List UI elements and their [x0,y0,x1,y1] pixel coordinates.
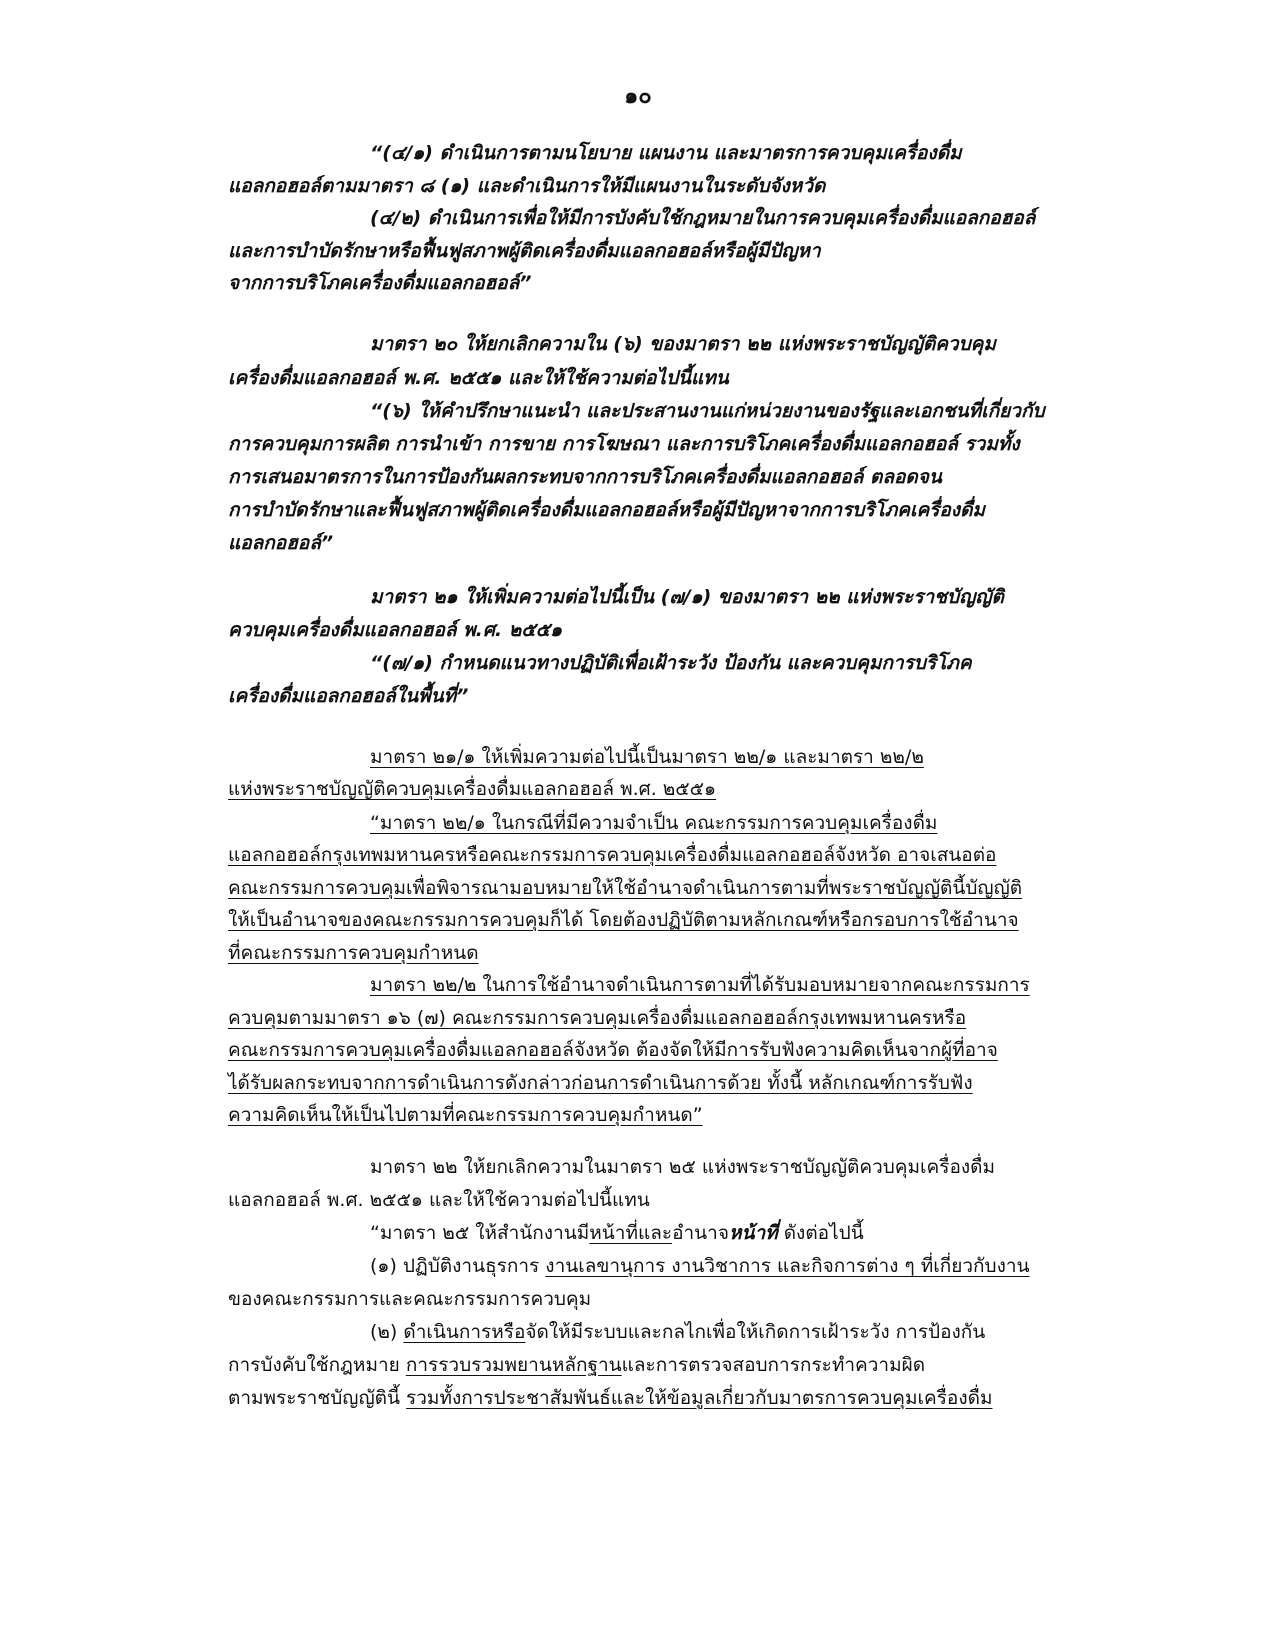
text-line: “(๖) ให้คำปรึกษาแนะนำ และประสานงานแก่หน่วยงานของรัฐและเอกชนที่เกี่ยวกับ [370,400,1045,422]
text-line: คณะกรรมการควบคุมเครื่องดื่มแอลกอฮอล์จังหวัด ต้องจัดให้มีการรับฟังความคิดเห็นจากผู้ที่อาจ [228,1039,998,1061]
text-line: ของคณะกรรมการและคณะกรรมการควบคุม [228,1288,592,1310]
section-heading: มาตรา ๒๑ ให้เพิ่มความต่อไปนี้เป็น (๗/๑) ของมาตรา ๒๒ แห่งพระราชบัญญัติ [370,586,1004,608]
text-line: การควบคุมการผลิต การนำเข้า การขาย การโฆษณา และการบริโภคเครื่องดื่มแอลกอฮอล์ รวมทั้ง [228,433,1020,455]
text-line: ให้เป็นอำนาจของคณะกรรมการควบคุมก็ได้ โดยต้องปฏิบัติตามหลักเกณฑ์หรือกรอบการใช้อำนาจ [228,909,1019,931]
text-line: “(๔/๑) ดำเนินการตามนโยบาย แผนงาน และมาตรการควบคุมเครื่องดื่ม [370,142,962,164]
text-line [370,1319,985,1345]
text-line: ควบคุมเครื่องดื่มแอลกอฮอล์ พ.ศ. ๒๕๕๑ [228,619,563,641]
text-run: และการตรวจสอบการกระทำความผิด [621,1354,926,1376]
text-line: ควบคุมตามมาตรา ๑๖ (๗) คณะกรรมการควบคุมเครื่องดื่มแอลกอฮอล์กรุงเทพมหานครหรือ [228,1007,967,1029]
underlined-text: งานเลขานุการ งานวิชาการ และกิจการต่าง ๆ ที่เกี่ยวกับงาน [545,1255,1030,1277]
text-line [228,1352,925,1378]
text-line: “มาตรา ๒๒/๑ ในกรณีที่มีความจำเป็น คณะกรรมการควบคุมเครื่องดื่ม [370,812,938,834]
text-line [370,1220,864,1246]
text-line: แอลกอฮอล์กรุงเทพมหานครหรือคณะกรรมการควบคุมเครื่องดื่มแอลกอฮอล์จังหวัด อาจเสนอต่อ [228,844,997,866]
text-run: ดังต่อไปนี้ [777,1222,864,1244]
section-heading: มาตรา ๒๑/๑ ให้เพิ่มความต่อไปนี้เป็นมาตรา ๒๒/๑ และมาตรา ๒๒/๒ [370,746,924,768]
text-line: แอลกอฮอล์ตามมาตรา ๘ (๑) และดำเนินการให้มีแผนงานในระดับจังหวัด [228,175,826,197]
text-line: เครื่องดื่มแอลกอฮอล์ พ.ศ. ๒๕๕๑ และให้ใช้ความต่อไปนี้แทน [228,367,729,389]
text-line: ที่คณะกรรมการควบคุมกำหนด [228,942,479,964]
text-line: คณะกรรมการควบคุมเพื่อพิจารณามอบหมายให้ใช้อำนาจดำเนินการตามที่พระราชบัญญัตินี้บัญญัติ [228,877,1023,899]
text-line: แห่งพระราชบัญญัติควบคุมเครื่องดื่มแอลกอฮอล์ พ.ศ. ๒๕๕๑ [228,778,717,800]
text-line: มาตรา ๒๒/๒ ในการใช้อำนาจดำเนินการตามที่ได้รับมอบหมายจากคณะกรรมการ [370,974,1030,996]
text-line: (๔/๒) ดำเนินการเพื่อให้มีการบังคับใช้กฎหมายในการควบคุมเครื่องดื่มแอลกอฮอล์ [370,207,1036,229]
underlined-text: หน้าที่และ [589,1222,673,1244]
text-line: การบำบัดรักษาและฟื้นฟูสภาพผู้ติดเครื่องดื่มแอลกอฮอล์หรือผู้มีปัญหาจากการบริโภคเครื่องดื่ม [228,499,985,521]
text-run: (๒) [370,1321,404,1343]
section-heading: มาตรา ๒๒ ให้ยกเลิกความในมาตรา ๒๕ แห่งพระราชบัญญัติควบคุมเครื่องดื่ม [370,1156,996,1178]
page-number: ๑๐ [624,84,652,109]
text-line [370,1253,1030,1279]
text-line: การเสนอมาตรการในการป้องกันผลกระทบจากการบริโภคเครื่องดื่มแอลกอฮอล์ ตลอดจน [228,466,942,488]
text-run: ตามพระราชบัญญัตินี้ [228,1387,407,1409]
text-line: แอลกอฮอล์ พ.ศ. ๒๕๕๑ และให้ใช้ความต่อไปนี้แทน [228,1189,650,1211]
section-heading: มาตรา ๒๐ ให้ยกเลิกความใน (๖) ของมาตรา ๒๒ แห่งพระราชบัญญัติควบคุม [370,333,996,355]
underlined-text: ดำเนินการหรือ [403,1321,526,1343]
text-line: ได้รับผลกระทบจากการดำเนินการดังกล่าวก่อนการดำเนินการด้วย ทั้งนี้ หลักเกณฑ์การรับฟัง [228,1072,973,1094]
underlined-text: การรวบรวมพยานหลักฐาน [405,1354,622,1376]
text-line: จากการบริโภคเครื่องดื่มแอลกอฮอล์” [228,272,532,294]
text-run: “มาตรา ๒๕ ให้สำนักงานมี [370,1222,590,1244]
text-line: ความคิดเห็นให้เป็นไปตามที่คณะกรรมการควบคุมกำหนด” [228,1104,703,1126]
text-line: และการบำบัดรักษาหรือฟื้นฟูสภาพผู้ติดเครื่องดื่มแอลกอฮอล์หรือผู้มีปัญหา [228,240,821,262]
underlined-text: รวมทั้งการประชาสัมพันธ์และให้ข้อมูลเกี่ยวกับมาตรการควบคุมเครื่องดื่ม [406,1387,993,1409]
text-line: เครื่องดื่มแอลกอฮอล์ในพื้นที่” [228,685,469,707]
text-run: (๑) ปฏิบัติงานธุรการ [370,1255,546,1277]
text-run: การบังคับใช้กฎหมาย [228,1354,406,1376]
text-run: อำนาจ [672,1222,729,1244]
text-line: “(๗/๑) กำหนดแนวทางปฏิบัติเพื่อเฝ้าระวัง ป้องกัน และควบคุมการบริโภค [370,652,972,674]
text-line [228,1385,992,1411]
text-line: แอลกอฮอล์” [228,532,334,554]
text-run: จัดให้มีระบบและกลไกเพื่อให้เกิดการเฝ้าระวัง การป้องกัน [525,1321,986,1343]
bold-text: หน้าที่ [728,1222,778,1244]
